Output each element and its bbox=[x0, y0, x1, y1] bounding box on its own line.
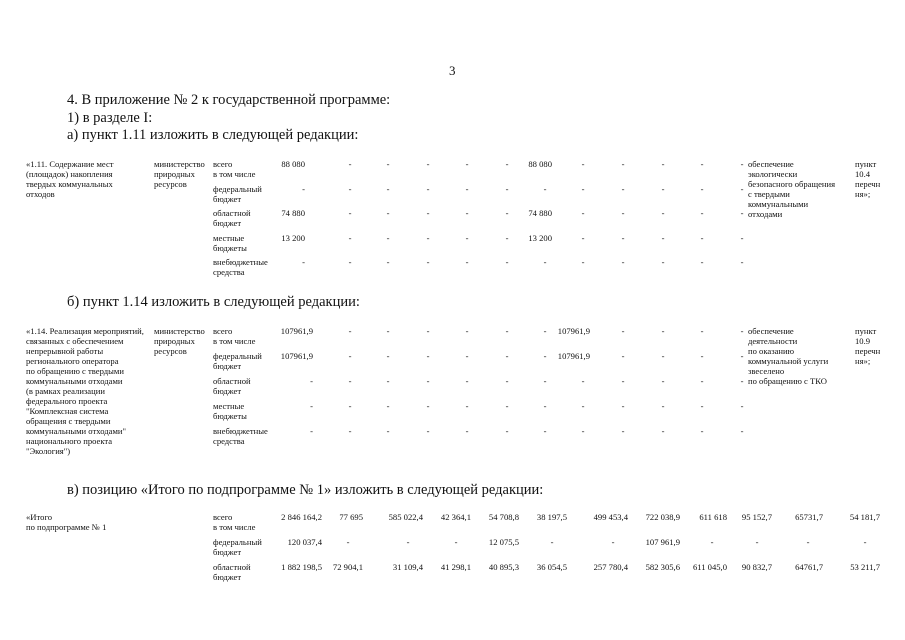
total-amount-cell: 107961,9 bbox=[280, 351, 313, 361]
year-amount-cell: - bbox=[465, 351, 469, 361]
year-amount-cell: - bbox=[386, 326, 390, 336]
year-amount-cell: - bbox=[426, 351, 430, 361]
year-amount-cell: - bbox=[740, 326, 744, 336]
funding-source-label: всего в том числе bbox=[213, 159, 256, 179]
year-amount-cell: - bbox=[621, 426, 625, 436]
paragraph-section: 1) в разделе I: bbox=[67, 110, 153, 126]
year-amount-cell: - bbox=[740, 257, 744, 267]
year-amount-cell: - bbox=[348, 351, 352, 361]
funding-source-label: областной бюджет bbox=[213, 376, 251, 396]
total-amount-cell: 95 152,7 bbox=[741, 512, 772, 522]
year-amount-cell: - bbox=[621, 257, 625, 267]
year-amount-cell: - bbox=[621, 326, 625, 336]
year-amount-cell: - bbox=[505, 426, 509, 436]
year-amount-cell: - bbox=[465, 183, 469, 194]
year-amount-cell: 13 200 bbox=[528, 232, 552, 243]
funding-source-label: внебюджетные средства bbox=[213, 257, 268, 277]
funding-source-label: федеральный бюджет bbox=[213, 537, 262, 557]
year-amount-cell: - bbox=[426, 257, 430, 267]
year-amount-cell: - bbox=[465, 401, 469, 411]
year-amount-cell: - bbox=[386, 426, 390, 436]
year-amount-cell: - bbox=[426, 159, 430, 169]
year-amount-cell: - bbox=[543, 401, 547, 411]
year-amount-cell: - bbox=[581, 232, 585, 243]
total-amount-cell: 107961,9 bbox=[280, 326, 313, 336]
year-amount-cell: - bbox=[386, 159, 390, 169]
total-amount-cell: 77 695 bbox=[339, 512, 363, 522]
year-amount-cell: - bbox=[348, 401, 352, 411]
year-amount-cell: - bbox=[386, 351, 390, 361]
year-amount-cell: - bbox=[543, 376, 547, 386]
total-amount-cell: 54 708,8 bbox=[488, 512, 519, 522]
executor-name: министерство природных ресурсов bbox=[154, 159, 205, 189]
year-amount-cell: - bbox=[386, 208, 390, 218]
total-amount-cell: - bbox=[710, 537, 714, 547]
year-amount-cell: - bbox=[543, 351, 547, 361]
funding-source-label: внебюджетные средства bbox=[213, 426, 268, 446]
total-amount-cell: 40 895,3 bbox=[488, 562, 519, 572]
year-amount-cell: - bbox=[700, 183, 704, 194]
year-amount-cell: - bbox=[465, 376, 469, 386]
year-amount-cell: - bbox=[661, 351, 665, 361]
year-amount-cell: - bbox=[700, 232, 704, 243]
year-amount-cell: - bbox=[426, 232, 430, 243]
total-amount-cell: 722 038,9 bbox=[645, 512, 680, 522]
total-amount-cell: - bbox=[806, 537, 810, 547]
year-amount-cell: - bbox=[740, 426, 744, 436]
year-amount-cell: - bbox=[700, 351, 704, 361]
year-amount-cell: - bbox=[700, 401, 704, 411]
year-amount-cell: 74 880 bbox=[528, 208, 552, 218]
year-amount-cell: - bbox=[465, 326, 469, 336]
year-amount-cell: - bbox=[386, 257, 390, 267]
total-amount-cell: 36 054,5 bbox=[536, 562, 567, 572]
year-amount-cell: - bbox=[740, 376, 744, 386]
year-amount-cell: 107961,9 bbox=[557, 326, 590, 336]
year-amount-cell: - bbox=[621, 401, 625, 411]
total-amount-cell: 611 045,0 bbox=[692, 562, 727, 572]
year-amount-cell: - bbox=[740, 351, 744, 361]
total-amount-cell: 12 075,5 bbox=[488, 537, 519, 547]
funding-source-label: всего в том числе bbox=[213, 326, 256, 346]
year-amount-cell: - bbox=[348, 326, 352, 336]
year-amount-cell: - bbox=[740, 232, 744, 243]
paragraph-item-111: а) пункт 1.11 изложить в следующей редакции: bbox=[67, 127, 359, 143]
year-amount-cell: - bbox=[505, 351, 509, 361]
year-amount-cell: - bbox=[465, 232, 469, 243]
total-amount-cell: - bbox=[302, 183, 305, 194]
expected-result: обеспечение экологически безопасного обращения с твердыми коммунальными отходами bbox=[748, 159, 836, 219]
page-number: 3 bbox=[449, 63, 456, 78]
total-amount-cell: 2 846 164,2 bbox=[281, 512, 322, 522]
year-amount-cell: - bbox=[505, 326, 509, 336]
year-amount-cell: - bbox=[348, 232, 352, 243]
year-amount-cell: - bbox=[700, 257, 704, 267]
year-amount-cell: - bbox=[505, 376, 509, 386]
year-amount-cell: - bbox=[740, 183, 744, 194]
year-amount-cell: - bbox=[621, 183, 625, 194]
year-amount-cell: - bbox=[661, 183, 665, 194]
total-amount-cell: 499 453,4 bbox=[593, 512, 628, 522]
year-amount-cell: - bbox=[386, 401, 390, 411]
funding-source-label: федеральный бюджет bbox=[213, 351, 262, 371]
total-amount-cell: 74 880 bbox=[281, 208, 305, 218]
paragraph-item-114: б) пункт 1.14 изложить в следующей редакции: bbox=[67, 294, 360, 310]
year-amount-cell: - bbox=[348, 183, 352, 194]
year-amount-cell: - bbox=[700, 376, 704, 386]
total-amount-cell: 611 618 bbox=[699, 512, 727, 522]
total-amount-cell: 54 181,7 bbox=[849, 512, 880, 522]
year-amount-cell: - bbox=[426, 401, 430, 411]
total-amount-cell: 31 109,4 bbox=[392, 562, 423, 572]
row-name: «1.14. Реализация мероприятий, связанных с обеспечением непрерывной работы регионального оператора по обращению с твердыми коммунальными отходами (в рамках реализации федерального проекта "Комплексная система обращения с твердыми коммунальными отходами" национального проекта "Экология") bbox=[26, 326, 144, 456]
year-amount-cell: - bbox=[581, 376, 585, 386]
total-amount-cell: 1 882 198,5 bbox=[281, 562, 322, 572]
year-amount-cell: - bbox=[348, 376, 352, 386]
total-amount-cell: 120 037,4 bbox=[287, 537, 322, 547]
total-amount-cell: - bbox=[550, 537, 554, 547]
year-amount-cell: - bbox=[581, 183, 585, 194]
total-amount-cell: 64761,7 bbox=[795, 562, 823, 572]
year-amount-cell: - bbox=[543, 426, 547, 436]
total-amount-cell: - bbox=[863, 537, 867, 547]
year-amount-cell: - bbox=[661, 232, 665, 243]
total-amount-cell: 38 197,5 bbox=[536, 512, 567, 522]
year-amount-cell: - bbox=[661, 208, 665, 218]
year-amount-cell: 107961,9 bbox=[557, 351, 590, 361]
year-amount-cell: - bbox=[621, 376, 625, 386]
year-amount-cell: - bbox=[505, 232, 509, 243]
total-amount-cell: 88 080 bbox=[281, 159, 305, 169]
total-amount-cell: 41 298,1 bbox=[440, 562, 471, 572]
year-amount-cell: 88 080 bbox=[528, 159, 552, 169]
year-amount-cell: - bbox=[740, 401, 744, 411]
year-amount-cell: - bbox=[621, 232, 625, 243]
total-amount-cell: 257 780,4 bbox=[593, 562, 628, 572]
year-amount-cell: - bbox=[426, 426, 430, 436]
year-amount-cell: - bbox=[465, 257, 469, 267]
year-amount-cell: - bbox=[348, 159, 352, 169]
year-amount-cell: - bbox=[426, 326, 430, 336]
paragraph-appendix: 4. В приложение № 2 к государственной программе: bbox=[67, 92, 391, 108]
total-amount-cell: - bbox=[302, 257, 305, 267]
year-amount-cell: - bbox=[386, 376, 390, 386]
funding-source-label: местные бюджеты bbox=[213, 401, 247, 421]
total-amount-cell: - bbox=[454, 537, 458, 547]
year-amount-cell: - bbox=[621, 351, 625, 361]
funding-source-label: всего в том числе bbox=[213, 512, 256, 532]
total-amount-cell: - bbox=[755, 537, 759, 547]
total-amount-cell: 65731,7 bbox=[795, 512, 823, 522]
year-amount-cell: - bbox=[505, 401, 509, 411]
year-amount-cell: - bbox=[581, 426, 585, 436]
total-amount-cell: - bbox=[310, 401, 313, 411]
year-amount-cell: - bbox=[581, 257, 585, 267]
total-amount-cell: - bbox=[406, 537, 410, 547]
year-amount-cell: - bbox=[661, 426, 665, 436]
funding-source-label: местные бюджеты bbox=[213, 232, 247, 253]
year-amount-cell: - bbox=[465, 426, 469, 436]
year-amount-cell: - bbox=[661, 376, 665, 386]
year-amount-cell: - bbox=[621, 208, 625, 218]
year-amount-cell: - bbox=[700, 208, 704, 218]
total-amount-cell: 582 305,6 bbox=[645, 562, 680, 572]
year-amount-cell: - bbox=[661, 257, 665, 267]
total-amount-cell: - bbox=[310, 426, 313, 436]
year-amount-cell: - bbox=[465, 159, 469, 169]
funding-source-label: областной бюджет bbox=[213, 562, 251, 582]
year-amount-cell: - bbox=[543, 257, 547, 267]
funding-source-label: федеральный бюджет bbox=[213, 183, 262, 204]
total-amount-cell: 107 961,9 bbox=[645, 537, 680, 547]
year-amount-cell: - bbox=[348, 426, 352, 436]
indicator-ref: пункт 10.9 перечн ня»; bbox=[855, 326, 881, 366]
total-amount-cell: 72 904,1 bbox=[332, 562, 363, 572]
year-amount-cell: - bbox=[505, 183, 509, 194]
total-row-name: «Итого по подпрограмме № 1 bbox=[26, 512, 107, 532]
year-amount-cell: - bbox=[621, 159, 625, 169]
year-amount-cell: - bbox=[505, 208, 509, 218]
paragraph-total: в) позицию «Итого по подпрограмме № 1» изложить в следующей редакции: bbox=[67, 482, 544, 498]
year-amount-cell: - bbox=[505, 257, 509, 267]
year-amount-cell: - bbox=[740, 208, 744, 218]
year-amount-cell: - bbox=[700, 326, 704, 336]
total-amount-cell: - bbox=[346, 537, 350, 547]
year-amount-cell: - bbox=[740, 159, 744, 169]
year-amount-cell: - bbox=[465, 208, 469, 218]
year-amount-cell: - bbox=[426, 208, 430, 218]
year-amount-cell: - bbox=[348, 257, 352, 267]
year-amount-cell: - bbox=[426, 183, 430, 194]
row-name: «1.11. Содержание мест (площадок) накопления твердых коммунальных отходов bbox=[26, 159, 114, 199]
year-amount-cell: - bbox=[543, 183, 547, 194]
total-amount-cell: 13 200 bbox=[281, 232, 305, 243]
executor-name: министерство природных ресурсов bbox=[154, 326, 205, 356]
year-amount-cell: - bbox=[661, 401, 665, 411]
year-amount-cell: - bbox=[581, 159, 585, 169]
expected-result: обеспечение деятельности по оказанию коммунальной услуги звеселено по обращению с ТКО bbox=[748, 326, 829, 386]
total-amount-cell: - bbox=[310, 376, 313, 386]
indicator-ref: пункт 10.4 перечн ня»; bbox=[855, 159, 881, 199]
year-amount-cell: - bbox=[581, 208, 585, 218]
year-amount-cell: - bbox=[700, 159, 704, 169]
year-amount-cell: - bbox=[505, 159, 509, 169]
total-amount-cell: 53 211,7 bbox=[850, 562, 880, 572]
total-amount-cell: 42 364,1 bbox=[440, 512, 471, 522]
year-amount-cell: - bbox=[386, 232, 390, 243]
total-amount-cell: 585 022,4 bbox=[388, 512, 423, 522]
year-amount-cell: - bbox=[543, 326, 547, 336]
year-amount-cell: - bbox=[581, 401, 585, 411]
funding-source-label: областной бюджет bbox=[213, 208, 251, 228]
year-amount-cell: - bbox=[348, 208, 352, 218]
year-amount-cell: - bbox=[661, 159, 665, 169]
year-amount-cell: - bbox=[386, 183, 390, 194]
total-amount-cell: 90 832,7 bbox=[741, 562, 772, 572]
total-amount-cell: - bbox=[611, 537, 615, 547]
year-amount-cell: - bbox=[700, 426, 704, 436]
year-amount-cell: - bbox=[661, 326, 665, 336]
year-amount-cell: - bbox=[426, 376, 430, 386]
